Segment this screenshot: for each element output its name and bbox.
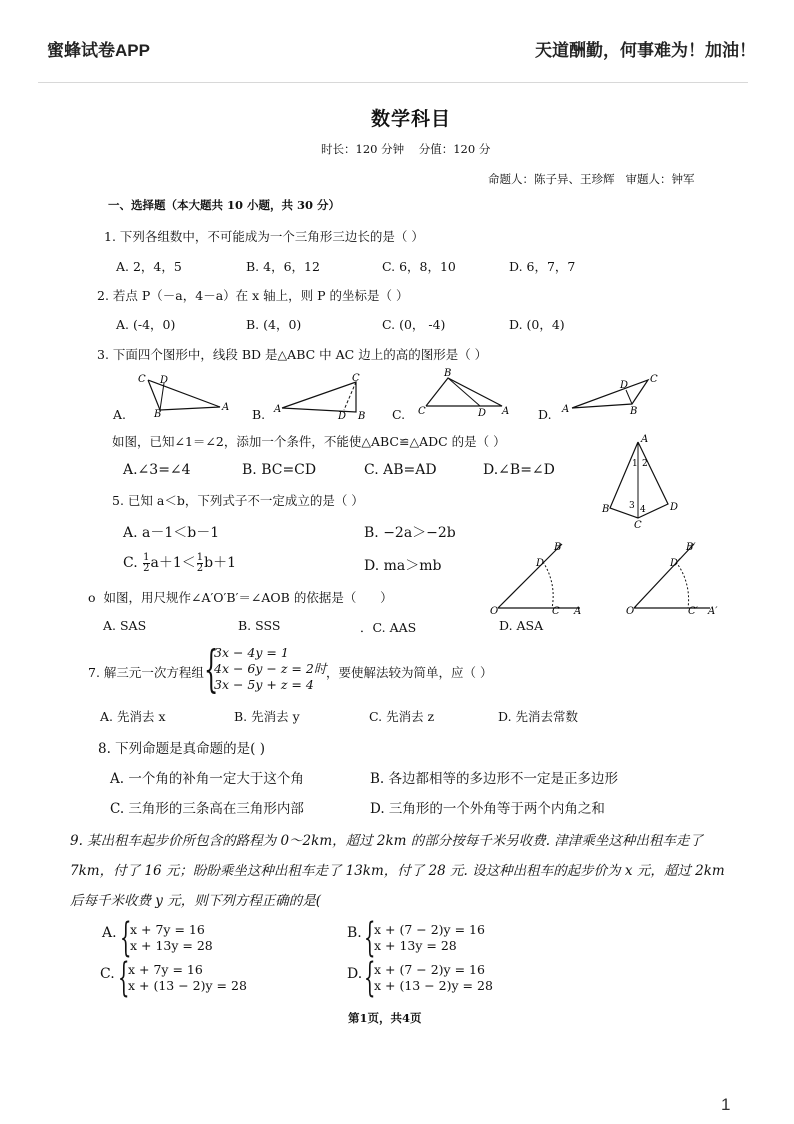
label-a: A [222,402,230,413]
brace-icon: { [364,915,376,961]
page-info: 第1页，共4页 [348,1011,422,1025]
label-o-prime: O′ [626,606,637,616]
q3-figure-a [128,370,238,420]
brace-icon: { [364,955,376,1001]
q3-stem: 3. 下面四个图形中，线段 BD 是△ABC 中 AC 边上的高的图形是（ ） [97,347,488,362]
q9-line-3: 后每千米收费 y 元，则下列方程正确的是( [70,893,321,909]
q7-eq-3: 3x − 5y + z = 4 [214,677,314,692]
fraction-den: 2 [143,562,150,574]
q7-stem-before: 7. 解三元一次方程组 [88,665,204,680]
q9-option-c-label: C. [100,966,115,982]
q2-option-c: C. (0， -4) [382,317,446,332]
label-c: C [634,520,642,530]
q9-option-b-system [364,915,485,961]
label-4: 4 [640,505,646,515]
label-2: 2 [642,459,648,469]
label-a: A [574,606,582,616]
label-o: O [490,606,499,616]
label-b: B [630,406,638,416]
q3-figure-d [560,370,670,416]
label-b: B [554,542,562,553]
header-divider [38,82,748,83]
q5-option-d: D. ma＞mb [364,558,442,574]
q4-option-d: D.∠B=∠D [483,462,555,478]
q7-eq-2: 4x − 6y − z = 2时 [214,661,327,676]
label-d: D [478,408,487,418]
exam-authors: 命题人：陈子异、王珍辉 审题人：钟军 [488,172,695,186]
q9-option-c-system [118,955,247,1001]
q4-option-a: A.∠3=∠4 [123,462,191,478]
q1-option-a: A. 2，4，5 [116,259,182,274]
q5-option-b: B. −2a＞−2b [364,525,456,541]
brace-icon: { [118,955,130,1001]
fraction-half [143,553,149,574]
slogan: 天道酬勤，何事难为！加油！ [535,41,756,60]
q9-a-eq-1: x + 7y = 16 [130,922,205,937]
q9-a-eq-2: x + 13y = 28 [130,938,213,953]
section-heading: 一、选择题（本大题共 10 小题，共 30 分） [108,198,341,212]
exam-title: 数学科目 [371,108,452,130]
label-d: D [338,411,347,422]
label-c-prime: C′ [688,606,698,616]
q2-option-d: D. (0，4) [509,317,565,332]
label-a: A [562,404,570,415]
q5-option-c-mid: a＋1＜ [150,555,196,571]
q5-stem: 5. 已知 a＜b，下列式子不一定成立的是（ ） [112,493,364,508]
label-d: D [620,380,629,391]
q9-option-a-system [120,915,213,961]
q1-stem: 1. 下列各组数中，不可能成为一个三角形三边长的是（ ） [104,229,424,244]
fraction-half-2 [197,553,203,574]
q5-option-a: A. a－1＜b－1 [123,525,220,541]
q7-option-a: A. 先消去 x [100,709,166,724]
label-d: D [160,375,169,386]
q6-figure-original [488,538,588,616]
label-b-prime: B′ [686,542,696,553]
q4-option-b: B. BC=CD [242,462,317,478]
label-d: D [536,558,545,569]
label-b: B [602,504,610,515]
app-name: 蜜蜂试卷APP [47,41,150,60]
q8-stem: 8. 下列命题是真命题的是( ) [98,741,265,757]
label-a-prime: A′ [708,606,718,616]
q4-option-c: C. AB=AD [364,462,437,478]
q2-option-a: A. (-4，0) [116,317,176,332]
q8-option-a: A. 一个角的补角一定大于这个角 [110,771,304,787]
fraction-num: 1 [143,551,150,563]
q9-c-eq-2: x + (13 − 2)y = 28 [128,978,247,993]
q6-option-d: D. ASA [499,618,544,633]
label-c: C [552,606,560,616]
q8-option-b: B. 各边都相等的多边形不一定是正多边形 [370,771,619,787]
q8-option-d: D. 三角形的一个外角等于两个内角之和 [370,801,605,817]
fraction-den: 2 [196,562,204,574]
q8-option-c: C. 三角形的三条高在三角形内部 [110,801,304,817]
q9-option-d-system [364,955,493,1001]
q5-option-c-label: C. [123,555,138,571]
q9-line-2: 7km，付了 16 元；盼盼乘坐这种出租车走了 13km，付了 28 元. 设这种出租车的起步价为 x 元，超过 2km [70,863,725,879]
q6-figure-copy [624,538,728,616]
q9-b-eq-1: x + (7 − 2)y = 16 [374,922,485,937]
label-b: B [444,368,452,379]
q9-option-a-label: A. [102,925,117,941]
label-c: C [352,373,360,384]
q3-option-a: A. [113,407,127,422]
q4-stem: 如图，已知∠1＝∠2，添加一个条件，不能使△ABC≌△ADC 的是（ ） [112,434,506,449]
label-a: A [641,434,649,445]
label-a: A [502,406,510,417]
q7-option-c: C. 先消去 z [369,709,435,724]
q6-option-a: A. SAS [103,618,147,633]
q7-option-d: D. 先消去常数 [498,709,579,724]
q1-option-c: C. 6，8，10 [382,259,456,274]
q5-option-c-end: b＋1 [204,555,237,571]
label-a: A [274,404,282,415]
label-c: C [418,406,426,417]
q2-option-b: B. (4，0) [246,317,302,332]
q7-eq-1: 3x − 4y = 1 [214,645,289,660]
q6-stem: o 如图，用尺规作∠A′O′B′＝∠AOB 的依据是（ ） [88,590,393,605]
page-number: 1 [721,1095,731,1114]
q6-option-c: ．C. AAS [360,620,417,635]
exam-meta: 时长：120 分钟 分值：120 分 [321,142,491,156]
q7-stem-after: ，要使解法较为简单，应（ ） [326,665,493,680]
brace-icon: { [120,915,132,961]
q2-stem: 2. 若点 P（－a，4－a）在 x 轴上，则 P 的坐标是（ ） [97,288,409,303]
q9-d-eq-2: x + (13 − 2)y = 28 [374,978,493,993]
q9-b-eq-2: x + 13y = 28 [374,938,457,953]
label-b: B [154,409,162,420]
q9-option-b-label: B. [347,925,362,941]
label-d-prime: D′ [670,558,681,569]
q5-option-c [123,552,236,574]
q3-option-c: C. [392,407,406,422]
label-3: 3 [629,501,635,511]
label-c: C [138,374,146,385]
label-d: D [670,502,679,513]
q3-option-b: B. [252,407,266,422]
q3-figure-c [414,366,514,418]
q9-option-d-label: D. [347,966,363,982]
q7-system [204,640,327,698]
q3-option-d: D. [538,407,552,422]
q4-figure [598,434,684,530]
label-b: B [358,411,366,422]
q1-option-b: B. 4，6，12 [246,259,320,274]
brace-icon: { [204,640,219,698]
q6-option-b: B. SSS [238,618,281,633]
q3-figure-b [272,372,382,422]
q9-d-eq-1: x + (7 − 2)y = 16 [374,962,485,977]
label-c: C [650,374,658,385]
label-1: 1 [632,459,638,469]
q9-line-1: 9. 某出租车起步价所包含的路程为 0～2km，超过 2km 的部分按每千米另收费. 津津乘坐这种出租车走了 [70,833,703,849]
q1-option-d: D. 6，7，7 [509,259,576,274]
q9-c-eq-1: x + 7y = 16 [128,962,203,977]
q7-option-b: B. 先消去 y [234,709,300,724]
fraction-num: 1 [196,551,204,563]
